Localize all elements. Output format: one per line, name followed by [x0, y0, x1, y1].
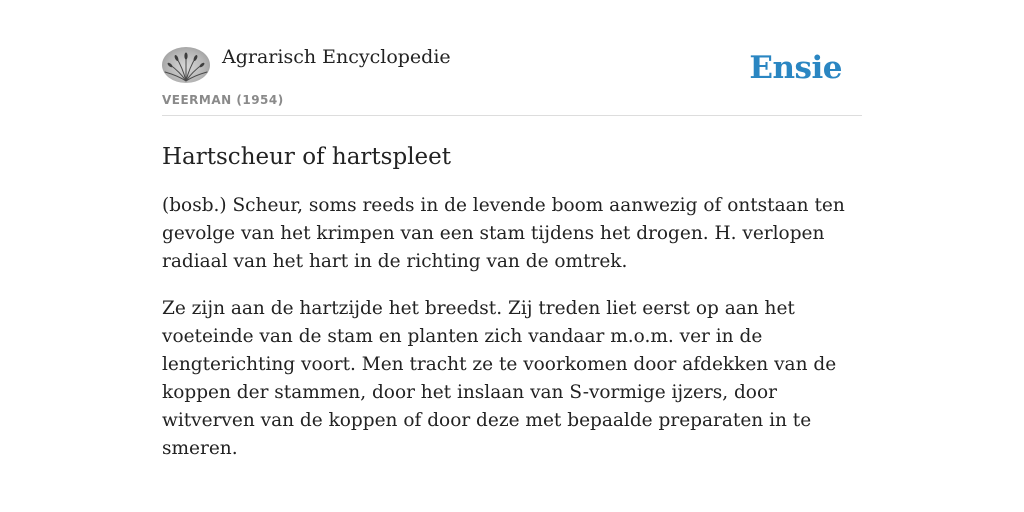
brand-logo-link[interactable]: Ensie	[749, 50, 842, 86]
header	[162, 0, 862, 116]
source-name[interactable]: Agrarisch Encyclopedie	[222, 46, 451, 68]
page	[162, 0, 862, 463]
source-meta: VEERMAN (1954)	[162, 93, 284, 107]
wheat-sheaf-icon[interactable]	[162, 47, 210, 83]
article-title: Hartscheur of hartspleet	[162, 144, 452, 170]
article-paragraph: (bosb.) Scheur, soms reeds in de levende boom aanwezig of ontstaan ten gevolge van het krimpen van een stam tijdens het drogen. H. verlopen radiaal van het hart in de richting van de omtrek.	[162, 195, 845, 272]
article-paragraph: Ze zijn aan de hartzijde het breedst. Zij treden liet eerst op aan het voeteinde van de stam en planten zich vandaar m.o.m. ver in de lengterichting voort. Men tracht ze te voorkomen door afdekken van de koppen der stammen, door het inslaan van S-vormige ijzers, door witverven van de koppen of door deze met bepaalde preparaten in te smeren.	[162, 298, 837, 459]
